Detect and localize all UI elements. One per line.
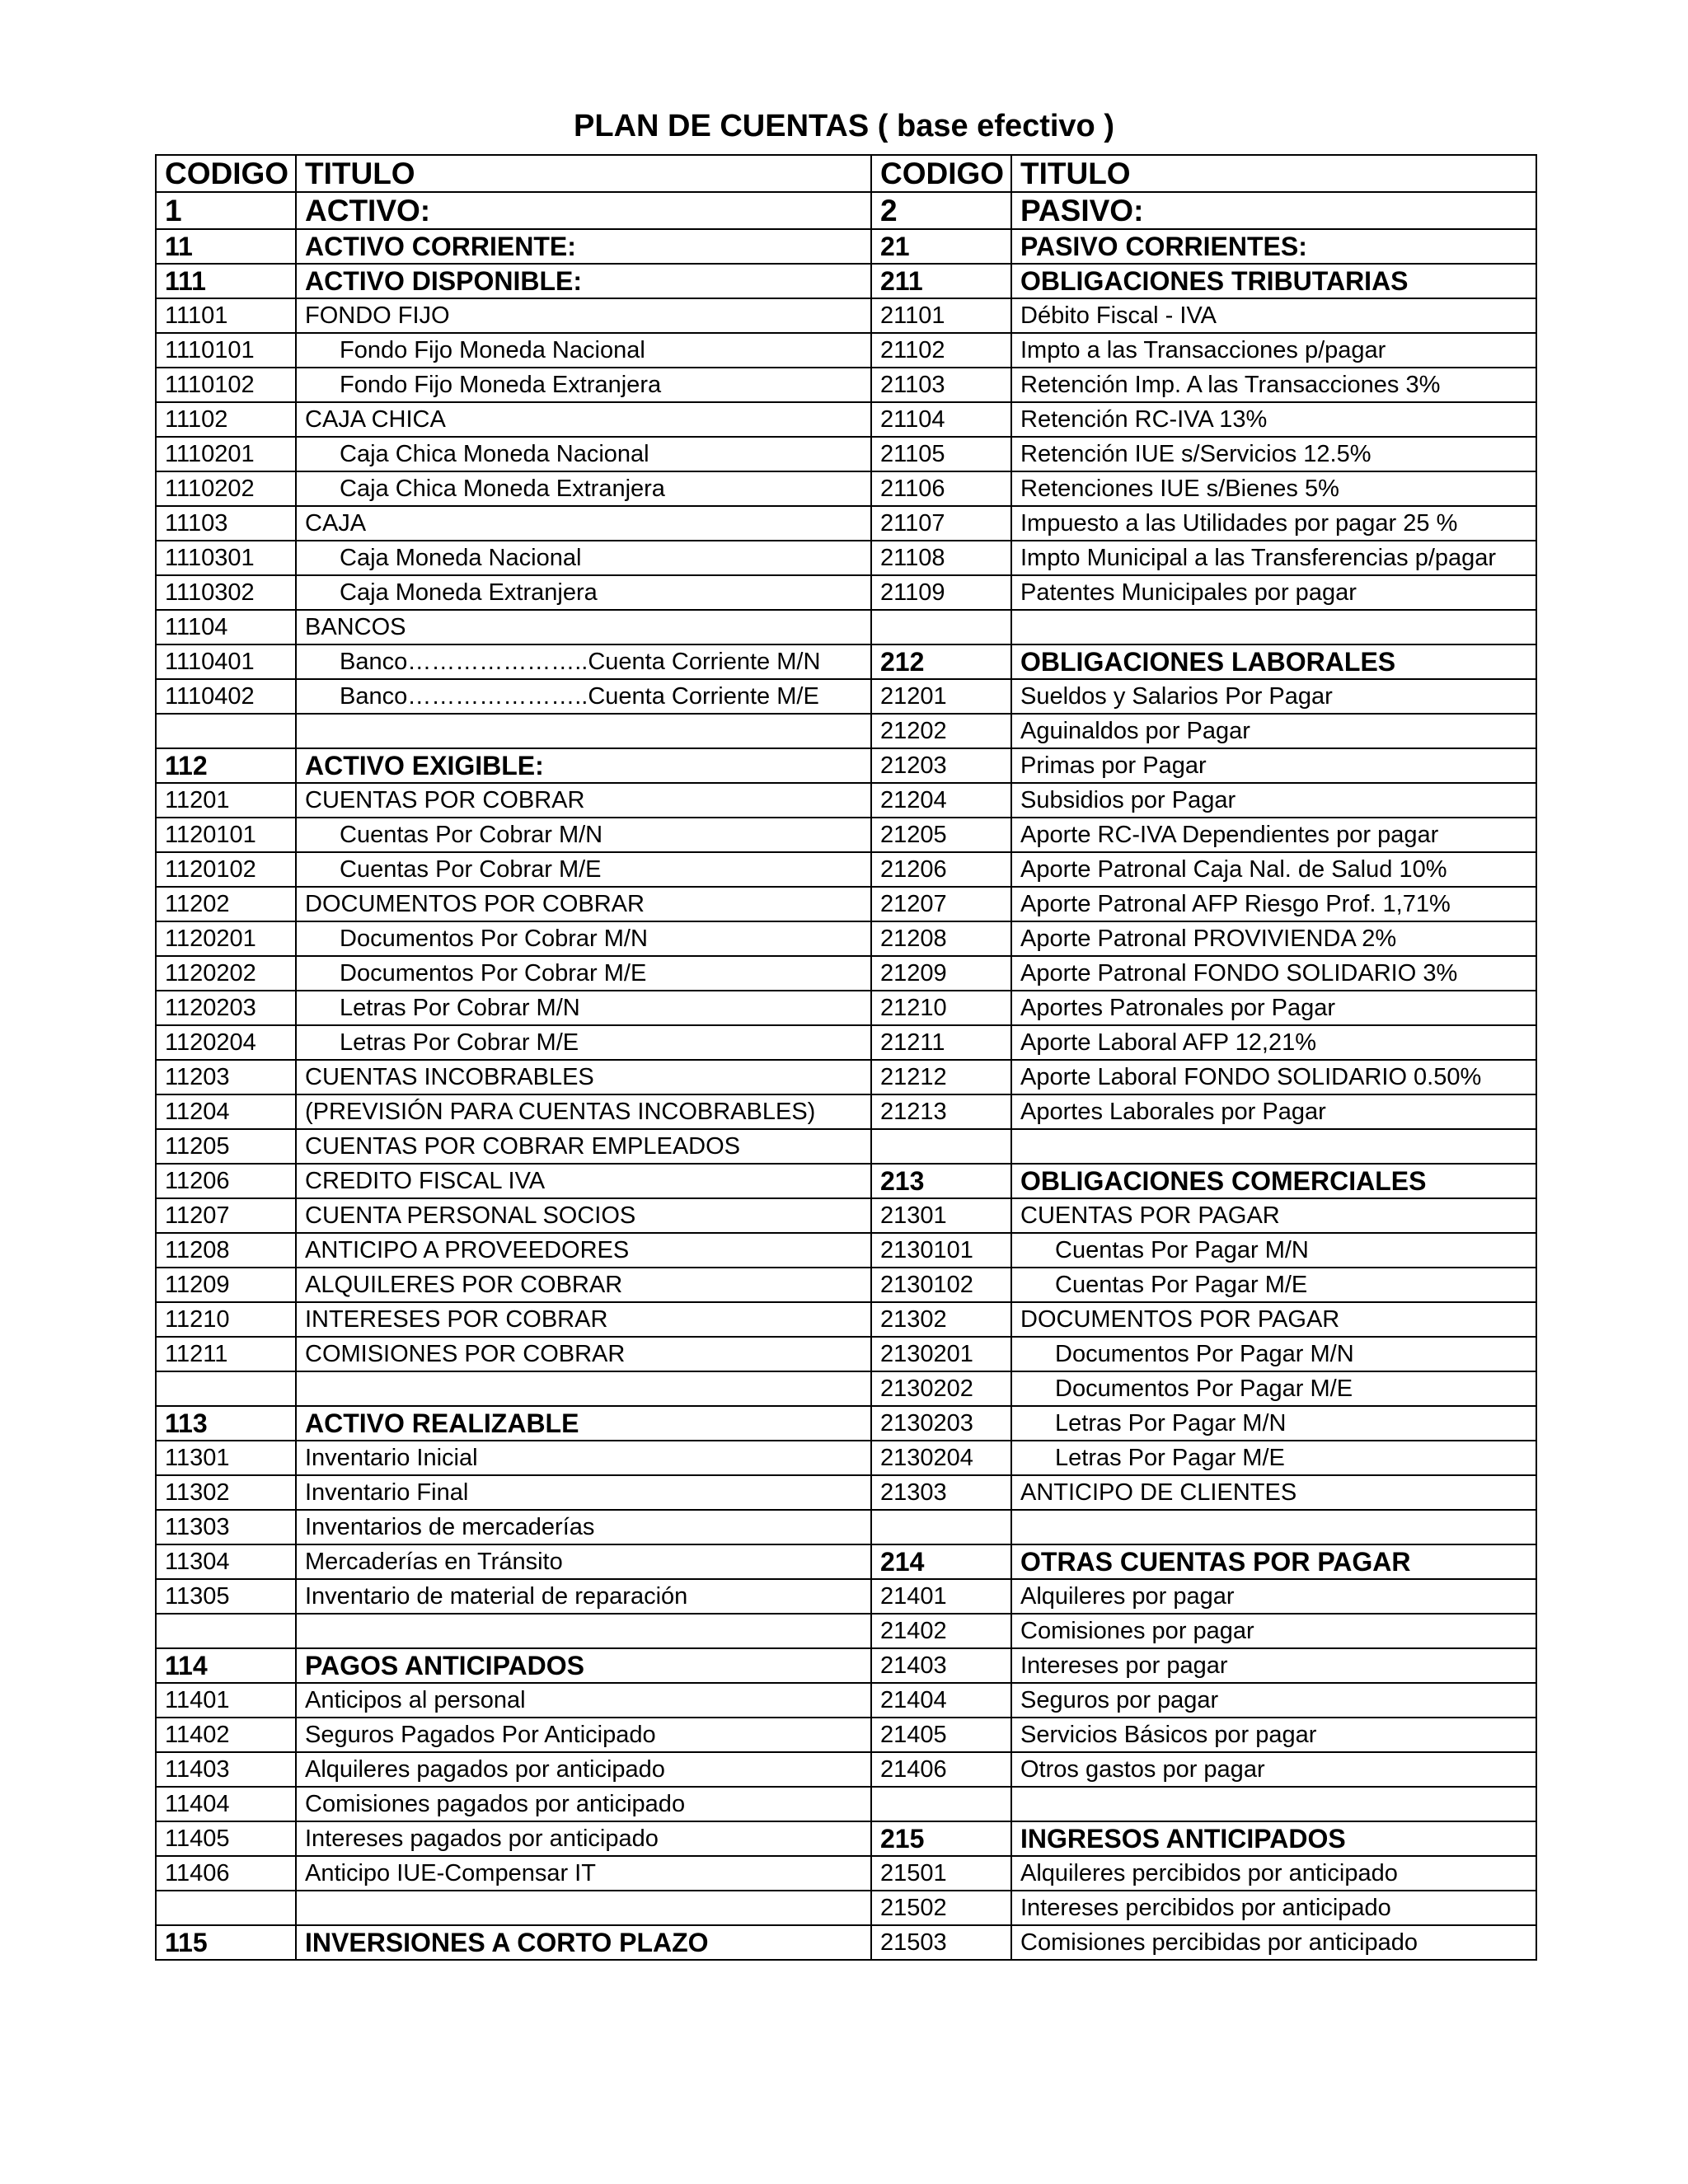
left-title-cell: CUENTAS POR COBRAR xyxy=(296,783,871,818)
left-title-cell xyxy=(296,714,871,748)
left-code-cell xyxy=(156,1891,296,1925)
left-code-cell: 11210 xyxy=(156,1302,296,1337)
right-code-cell: 2130202 xyxy=(871,1371,1011,1406)
left-title-cell: Inventario Inicial xyxy=(296,1441,871,1475)
right-title-cell: Cuentas Por Pagar M/N xyxy=(1011,1233,1536,1268)
table-row xyxy=(156,852,1536,887)
table-row xyxy=(156,1614,1536,1648)
right-title-cell: OBLIGACIONES COMERCIALES xyxy=(1011,1164,1536,1198)
left-title-cell: Letras Por Cobrar M/N xyxy=(296,991,871,1025)
right-title-cell: Aporte Patronal PROVIVIENDA 2% xyxy=(1011,921,1536,956)
table-row xyxy=(156,956,1536,991)
left-title-cell: Letras Por Cobrar M/E xyxy=(296,1025,871,1060)
right-title-cell: Comisiones por pagar xyxy=(1011,1614,1536,1648)
right-code-cell: 21502 xyxy=(871,1891,1011,1925)
right-title-cell: CUENTAS POR PAGAR xyxy=(1011,1198,1536,1233)
left-title-cell: INTERESES POR COBRAR xyxy=(296,1302,871,1337)
right-code-cell: 21105 xyxy=(871,437,1011,471)
table-row xyxy=(156,644,1536,679)
table-row xyxy=(156,1406,1536,1441)
left-code-cell: 11206 xyxy=(156,1164,296,1198)
left-code-cell: 1110202 xyxy=(156,471,296,506)
table-row xyxy=(156,1821,1536,1856)
right-title-cell: DOCUMENTOS POR PAGAR xyxy=(1011,1302,1536,1337)
right-code-cell: 2130102 xyxy=(871,1268,1011,1302)
right-title-cell: Seguros por pagar xyxy=(1011,1683,1536,1718)
left-code-cell: 111 xyxy=(156,264,296,298)
right-title-cell: PASIVO CORRIENTES: xyxy=(1011,229,1536,264)
left-code-cell: 1110102 xyxy=(156,368,296,402)
right-code-cell: 21 xyxy=(871,229,1011,264)
right-code-cell: 21303 xyxy=(871,1475,1011,1510)
left-code-cell: 11304 xyxy=(156,1544,296,1579)
right-title-cell: Aporte Laboral AFP 12,21% xyxy=(1011,1025,1536,1060)
right-code-cell: 21104 xyxy=(871,402,1011,437)
left-title-cell xyxy=(296,1371,871,1406)
table-row xyxy=(156,887,1536,921)
table-row xyxy=(156,1337,1536,1371)
left-title-cell: ACTIVO CORRIENTE: xyxy=(296,229,871,264)
right-title-cell: Patentes Municipales por pagar xyxy=(1011,575,1536,610)
left-title-cell: CAJA xyxy=(296,506,871,541)
right-code-cell: 21107 xyxy=(871,506,1011,541)
table-row xyxy=(156,471,1536,506)
left-title-cell: BANCOS xyxy=(296,610,871,644)
right-code-cell: 21208 xyxy=(871,921,1011,956)
left-title-cell: Inventarios de mercaderías xyxy=(296,1510,871,1544)
left-code-cell: 112 xyxy=(156,748,296,783)
right-code-cell: 21401 xyxy=(871,1579,1011,1614)
left-code-cell: 114 xyxy=(156,1648,296,1683)
left-code-cell: 11404 xyxy=(156,1787,296,1821)
left-code-cell: 1 xyxy=(156,192,296,229)
left-code-cell: 11201 xyxy=(156,783,296,818)
left-title-cell: Fondo Fijo Moneda Extranjera xyxy=(296,368,871,402)
table-row xyxy=(156,610,1536,644)
table-row xyxy=(156,1371,1536,1406)
table-row xyxy=(156,714,1536,748)
right-code-cell: 21406 xyxy=(871,1752,1011,1787)
left-code-cell: 1120204 xyxy=(156,1025,296,1060)
right-title-cell: Impto a las Transacciones p/pagar xyxy=(1011,333,1536,368)
left-title-cell: Inventario Final xyxy=(296,1475,871,1510)
right-title-cell: OTRAS CUENTAS POR PAGAR xyxy=(1011,1544,1536,1579)
right-code-cell: 2 xyxy=(871,192,1011,229)
table-row xyxy=(156,298,1536,333)
left-code-cell: 11403 xyxy=(156,1752,296,1787)
right-title-cell: Subsidios por Pagar xyxy=(1011,783,1536,818)
right-title-cell: Intereses por pagar xyxy=(1011,1648,1536,1683)
table-row xyxy=(156,748,1536,783)
right-title-cell: Comisiones percibidas por anticipado xyxy=(1011,1925,1536,1960)
table-row xyxy=(156,1787,1536,1821)
left-code-cell: 1120201 xyxy=(156,921,296,956)
table-row xyxy=(156,437,1536,471)
right-code-cell xyxy=(871,610,1011,644)
left-title-cell: CUENTAS POR COBRAR EMPLEADOS xyxy=(296,1129,871,1164)
left-title-cell: Banco…………………..Cuenta Corriente M/N xyxy=(296,644,871,679)
left-title-cell: Banco…………………..Cuenta Corriente M/E xyxy=(296,679,871,714)
table-row xyxy=(156,506,1536,541)
left-title-cell: Caja Chica Moneda Extranjera xyxy=(296,471,871,506)
left-code-cell: 11305 xyxy=(156,1579,296,1614)
table-row xyxy=(156,1925,1536,1960)
right-title-cell: Aportes Laborales por Pagar xyxy=(1011,1094,1536,1129)
left-title-cell: Cuentas Por Cobrar M/E xyxy=(296,852,871,887)
left-code-cell: 1120202 xyxy=(156,956,296,991)
right-code-cell: 21404 xyxy=(871,1683,1011,1718)
table-row xyxy=(156,1441,1536,1475)
table-row xyxy=(156,402,1536,437)
left-title-cell xyxy=(296,1891,871,1925)
left-title-cell: COMISIONES POR COBRAR xyxy=(296,1337,871,1371)
right-title-cell: INGRESOS ANTICIPADOS xyxy=(1011,1821,1536,1856)
left-code-cell: 1110402 xyxy=(156,679,296,714)
left-code-cell: 11205 xyxy=(156,1129,296,1164)
table-row xyxy=(156,1198,1536,1233)
right-code-cell: 21103 xyxy=(871,368,1011,402)
right-code-cell: 21203 xyxy=(871,748,1011,783)
left-code-cell: 1110201 xyxy=(156,437,296,471)
right-code-cell: 212 xyxy=(871,644,1011,679)
right-title-cell: Letras Por Pagar M/E xyxy=(1011,1441,1536,1475)
table-row xyxy=(156,1648,1536,1683)
table-header-row xyxy=(156,155,1536,192)
left-code-cell: 11401 xyxy=(156,1683,296,1718)
right-title-cell: Cuentas Por Pagar M/E xyxy=(1011,1268,1536,1302)
right-code-cell: 21501 xyxy=(871,1856,1011,1891)
right-code-cell: 21108 xyxy=(871,541,1011,575)
left-title-cell: ANTICIPO A PROVEEDORES xyxy=(296,1233,871,1268)
right-title-cell: Aporte RC-IVA Dependientes por pagar xyxy=(1011,818,1536,852)
left-title-cell: ACTIVO EXIGIBLE: xyxy=(296,748,871,783)
right-title-cell: PASIVO: xyxy=(1011,192,1536,229)
table-row xyxy=(156,1129,1536,1164)
left-code-cell xyxy=(156,1371,296,1406)
left-title-cell: (PREVISIÓN PARA CUENTAS INCOBRABLES) xyxy=(296,1094,871,1129)
right-title-cell: OBLIGACIONES LABORALES xyxy=(1011,644,1536,679)
right-code-cell: 2130204 xyxy=(871,1441,1011,1475)
right-title-cell: Alquileres percibidos por anticipado xyxy=(1011,1856,1536,1891)
accounts-table xyxy=(155,154,1537,1961)
left-title-cell: Caja Moneda Extranjera xyxy=(296,575,871,610)
left-title-cell: Caja Moneda Nacional xyxy=(296,541,871,575)
left-title-cell: ACTIVO DISPONIBLE: xyxy=(296,264,871,298)
right-title-cell xyxy=(1011,1510,1536,1544)
right-code-cell: 21211 xyxy=(871,1025,1011,1060)
right-title-cell: Sueldos y Salarios Por Pagar xyxy=(1011,679,1536,714)
right-code-cell: 21405 xyxy=(871,1718,1011,1752)
left-code-cell: 113 xyxy=(156,1406,296,1441)
left-code-cell: 11103 xyxy=(156,506,296,541)
right-code-cell: 21106 xyxy=(871,471,1011,506)
right-title-cell xyxy=(1011,1129,1536,1164)
right-code-cell: 21206 xyxy=(871,852,1011,887)
table-row xyxy=(156,541,1536,575)
table-row xyxy=(156,1718,1536,1752)
left-code-cell: 11101 xyxy=(156,298,296,333)
right-title-cell: Retención IUE s/Servicios 12.5% xyxy=(1011,437,1536,471)
left-code-cell: 11302 xyxy=(156,1475,296,1510)
left-title-cell: ACTIVO: xyxy=(296,192,871,229)
right-code-cell: 21207 xyxy=(871,887,1011,921)
left-title-cell: Anticipos al personal xyxy=(296,1683,871,1718)
left-title-cell: CUENTAS INCOBRABLES xyxy=(296,1060,871,1094)
left-code-cell: 11102 xyxy=(156,402,296,437)
right-code-cell: 21101 xyxy=(871,298,1011,333)
right-code-cell: 214 xyxy=(871,1544,1011,1579)
table-row xyxy=(156,229,1536,264)
left-title-cell: Cuentas Por Cobrar M/N xyxy=(296,818,871,852)
right-title-cell: Documentos Por Pagar M/E xyxy=(1011,1371,1536,1406)
right-code-cell: 21302 xyxy=(871,1302,1011,1337)
left-code-cell: 11207 xyxy=(156,1198,296,1233)
right-title-cell xyxy=(1011,610,1536,644)
table-row xyxy=(156,679,1536,714)
left-title-cell: CAJA CHICA xyxy=(296,402,871,437)
right-title-cell: Documentos Por Pagar M/N xyxy=(1011,1337,1536,1371)
right-title-cell: Aporte Patronal FONDO SOLIDARIO 3% xyxy=(1011,956,1536,991)
left-title-cell: Inventario de material de reparación xyxy=(296,1579,871,1614)
left-code-cell: 11405 xyxy=(156,1821,296,1856)
left-title-cell: Documentos Por Cobrar M/E xyxy=(296,956,871,991)
table-row xyxy=(156,1752,1536,1787)
right-title-cell: Otros gastos por pagar xyxy=(1011,1752,1536,1787)
table-row xyxy=(156,1094,1536,1129)
right-title-cell: Retención Imp. A las Transacciones 3% xyxy=(1011,368,1536,402)
table-row xyxy=(156,192,1536,229)
right-code-cell: 215 xyxy=(871,1821,1011,1856)
right-code-cell: 21209 xyxy=(871,956,1011,991)
left-code-cell: 1120203 xyxy=(156,991,296,1025)
right-title-cell: Aguinaldos por Pagar xyxy=(1011,714,1536,748)
left-title-cell: ALQUILERES POR COBRAR xyxy=(296,1268,871,1302)
left-code-cell: 115 xyxy=(156,1925,296,1960)
left-code-cell: 1110302 xyxy=(156,575,296,610)
right-code-cell: 2130203 xyxy=(871,1406,1011,1441)
table-row xyxy=(156,991,1536,1025)
right-title-cell xyxy=(1011,1787,1536,1821)
left-title-cell xyxy=(296,1614,871,1648)
right-title-cell: Primas por Pagar xyxy=(1011,748,1536,783)
table-row xyxy=(156,1856,1536,1891)
right-title-cell: Impuesto a las Utilidades por pagar 25 % xyxy=(1011,506,1536,541)
right-title-cell: Intereses percibidos por anticipado xyxy=(1011,1891,1536,1925)
left-code-cell: 11104 xyxy=(156,610,296,644)
right-code-cell: 211 xyxy=(871,264,1011,298)
left-code-cell: 11406 xyxy=(156,1856,296,1891)
table-row xyxy=(156,264,1536,298)
right-code-cell xyxy=(871,1787,1011,1821)
right-code-cell: 21301 xyxy=(871,1198,1011,1233)
right-title-cell: Alquileres por pagar xyxy=(1011,1579,1536,1614)
right-code-cell xyxy=(871,1129,1011,1164)
right-code-cell xyxy=(871,1510,1011,1544)
left-code-cell: 11303 xyxy=(156,1510,296,1544)
table-row xyxy=(156,1475,1536,1510)
right-code-cell: 21202 xyxy=(871,714,1011,748)
table-row xyxy=(156,1579,1536,1614)
header-codigo-right: CODIGO xyxy=(871,155,1011,192)
left-title-cell: CREDITO FISCAL IVA xyxy=(296,1164,871,1198)
left-title-cell: Documentos Por Cobrar M/N xyxy=(296,921,871,956)
header-titulo-right: TITULO xyxy=(1011,155,1536,192)
right-title-cell: OBLIGACIONES TRIBUTARIAS xyxy=(1011,264,1536,298)
table-row xyxy=(156,921,1536,956)
table-row xyxy=(156,1164,1536,1198)
right-title-cell: Débito Fiscal - IVA xyxy=(1011,298,1536,333)
right-code-cell: 21201 xyxy=(871,679,1011,714)
left-code-cell xyxy=(156,1614,296,1648)
left-title-cell: Fondo Fijo Moneda Nacional xyxy=(296,333,871,368)
left-title-cell: INVERSIONES A CORTO PLAZO xyxy=(296,1925,871,1960)
right-title-cell: Aporte Patronal AFP Riesgo Prof. 1,71% xyxy=(1011,887,1536,921)
right-code-cell: 21503 xyxy=(871,1925,1011,1960)
table-row xyxy=(156,1268,1536,1302)
left-code-cell: 11202 xyxy=(156,887,296,921)
table-row xyxy=(156,1025,1536,1060)
right-code-cell: 21212 xyxy=(871,1060,1011,1094)
left-code-cell xyxy=(156,714,296,748)
left-code-cell: 11301 xyxy=(156,1441,296,1475)
table-row xyxy=(156,1683,1536,1718)
right-title-cell: Aporte Patronal Caja Nal. de Salud 10% xyxy=(1011,852,1536,887)
document-title: PLAN DE CUENTAS ( base efectivo ) xyxy=(574,109,1114,143)
table-row xyxy=(156,333,1536,368)
left-code-cell: 1110301 xyxy=(156,541,296,575)
table-row xyxy=(156,1544,1536,1579)
left-code-cell: 1120101 xyxy=(156,818,296,852)
left-title-cell: PAGOS ANTICIPADOS xyxy=(296,1648,871,1683)
table-row xyxy=(156,1060,1536,1094)
left-title-cell: FONDO FIJO xyxy=(296,298,871,333)
left-title-cell: Mercaderías en Tránsito xyxy=(296,1544,871,1579)
right-code-cell: 21403 xyxy=(871,1648,1011,1683)
right-code-cell: 21402 xyxy=(871,1614,1011,1648)
left-title-cell: Anticipo IUE-Compensar IT xyxy=(296,1856,871,1891)
left-title-cell: Caja Chica Moneda Nacional xyxy=(296,437,871,471)
right-code-cell: 21109 xyxy=(871,575,1011,610)
header-codigo-left: CODIGO xyxy=(156,155,296,192)
left-title-cell: CUENTA PERSONAL SOCIOS xyxy=(296,1198,871,1233)
right-title-cell: Letras Por Pagar M/N xyxy=(1011,1406,1536,1441)
right-title-cell: Retención RC-IVA 13% xyxy=(1011,402,1536,437)
right-title-cell: ANTICIPO DE CLIENTES xyxy=(1011,1475,1536,1510)
left-code-cell: 11402 xyxy=(156,1718,296,1752)
left-code-cell: 11209 xyxy=(156,1268,296,1302)
right-title-cell: Aportes Patronales por Pagar xyxy=(1011,991,1536,1025)
table-row xyxy=(156,575,1536,610)
left-title-cell: Comisiones pagados por anticipado xyxy=(296,1787,871,1821)
right-code-cell: 21102 xyxy=(871,333,1011,368)
right-code-cell: 21213 xyxy=(871,1094,1011,1129)
right-title-cell: Impto Municipal a las Transferencias p/pagar xyxy=(1011,541,1536,575)
table-row xyxy=(156,1891,1536,1925)
left-code-cell: 11208 xyxy=(156,1233,296,1268)
right-code-cell: 21204 xyxy=(871,783,1011,818)
left-code-cell: 1120102 xyxy=(156,852,296,887)
table-row xyxy=(156,783,1536,818)
left-code-cell: 1110401 xyxy=(156,644,296,679)
left-code-cell: 1110101 xyxy=(156,333,296,368)
table-row xyxy=(156,368,1536,402)
left-title-cell: Intereses pagados por anticipado xyxy=(296,1821,871,1856)
table-row xyxy=(156,818,1536,852)
right-code-cell: 21210 xyxy=(871,991,1011,1025)
left-code-cell: 11204 xyxy=(156,1094,296,1129)
right-title-cell: Retenciones IUE s/Bienes 5% xyxy=(1011,471,1536,506)
left-code-cell: 11203 xyxy=(156,1060,296,1094)
right-title-cell: Servicios Básicos por pagar xyxy=(1011,1718,1536,1752)
left-title-cell: DOCUMENTOS POR COBRAR xyxy=(296,887,871,921)
left-title-cell: Seguros Pagados Por Anticipado xyxy=(296,1718,871,1752)
table-row xyxy=(156,1510,1536,1544)
right-code-cell: 213 xyxy=(871,1164,1011,1198)
right-title-cell: Aporte Laboral FONDO SOLIDARIO 0.50% xyxy=(1011,1060,1536,1094)
right-code-cell: 2130101 xyxy=(871,1233,1011,1268)
header-titulo-left: TITULO xyxy=(296,155,871,192)
left-title-cell: ACTIVO REALIZABLE xyxy=(296,1406,871,1441)
table-row xyxy=(156,1302,1536,1337)
table-row xyxy=(156,1233,1536,1268)
right-code-cell: 2130201 xyxy=(871,1337,1011,1371)
left-title-cell: Alquileres pagados por anticipado xyxy=(296,1752,871,1787)
left-code-cell: 11211 xyxy=(156,1337,296,1371)
left-code-cell: 11 xyxy=(156,229,296,264)
right-code-cell: 21205 xyxy=(871,818,1011,852)
